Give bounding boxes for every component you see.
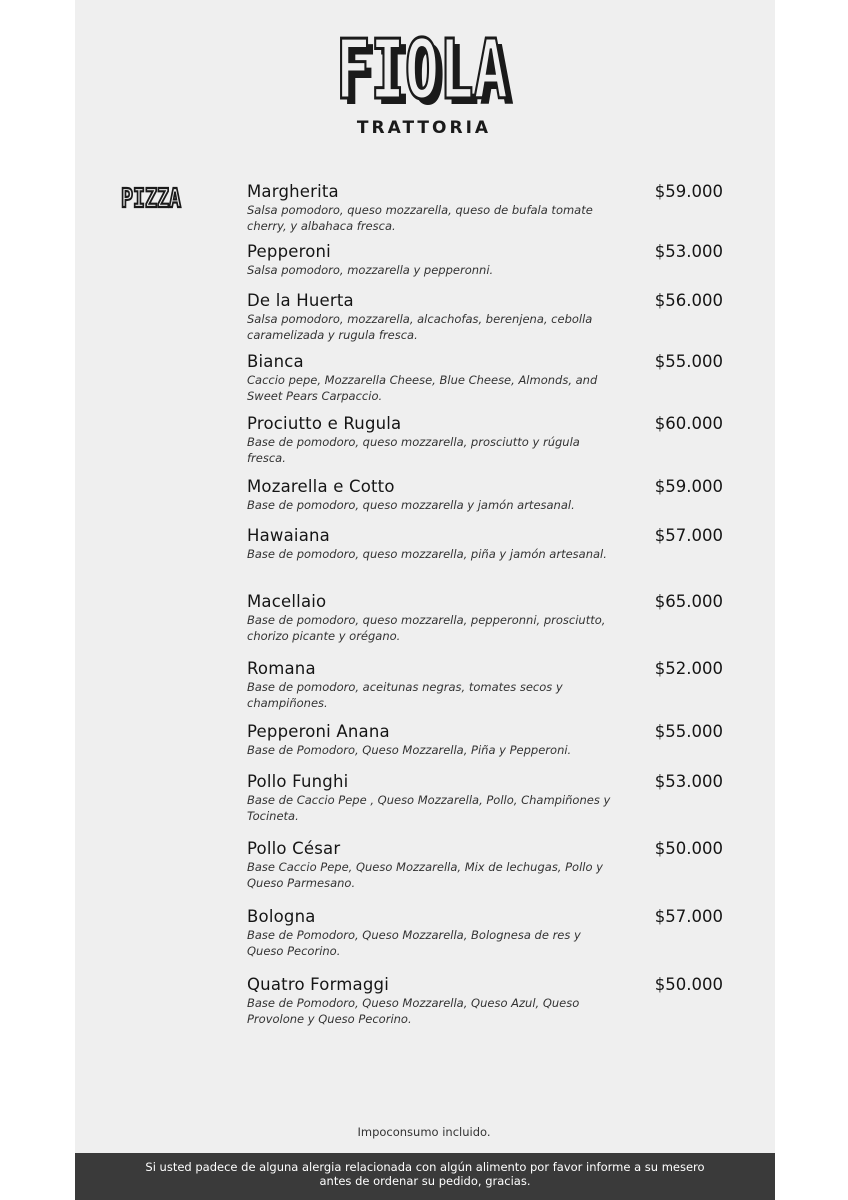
menu-item xyxy=(247,242,727,279)
brand-subtitle: TRATTORIA xyxy=(356,118,492,138)
item-description: Caccio pepe, Mozzarella Cheese, Blue Cheese, Almonds, and Sweet Pears Carpaccio. xyxy=(247,373,598,403)
menu-item xyxy=(247,526,727,563)
section-label-pizza xyxy=(118,182,184,217)
menu-item xyxy=(247,659,727,711)
item-description: Base de Pomodoro, Queso Mozzarella, Piña y Pepperoni. xyxy=(247,743,572,757)
item-price: $50.000 xyxy=(654,975,723,994)
menu-item xyxy=(247,182,727,234)
item-name: De la Huerta xyxy=(247,291,354,310)
item-description: Base Caccio Pepe, Queso Mozzarella, Mix de lechugas, Pollo y Queso Parmesano. xyxy=(247,860,603,890)
brand-name-shadow: FIOLA xyxy=(342,29,514,110)
item-description: Base de Caccio Pepe , Queso Mozzarella, Pollo, Champiñones y Tocineta. xyxy=(247,793,611,823)
item-price: $50.000 xyxy=(654,839,723,858)
item-name: Macellaio xyxy=(247,592,327,611)
allergy-notice-line-1: Si usted padece de alguna alergia relacionada con algún alimento por favor informe a su mesero xyxy=(145,1160,705,1174)
item-price: $53.000 xyxy=(654,772,723,791)
item-price: $55.000 xyxy=(654,352,723,371)
item-price: $55.000 xyxy=(654,722,723,741)
item-name: Pepperoni Anana xyxy=(247,722,390,741)
item-description: Salsa pomodoro, mozzarella y pepperonni. xyxy=(247,263,494,277)
menu-item xyxy=(247,839,727,891)
item-price: $60.000 xyxy=(654,414,723,433)
item-description: Base de Pomodoro, Queso Mozzarella, Bolognesa de res y Queso Pecorino. xyxy=(247,928,581,958)
allergy-notice xyxy=(75,1153,775,1200)
tax-note: Impoconsumo incluido. xyxy=(357,1125,491,1139)
item-description: Salsa pomodoro, queso mozzarella, queso de bufala tomate cherry, y albahaca fresca. xyxy=(247,203,593,233)
menu-item xyxy=(247,414,727,466)
item-description: Base de pomodoro, queso mozzarella, pepperonni, prosciutto, chorizo picante y orégano. xyxy=(247,613,606,643)
item-name: Pollo César xyxy=(247,839,341,858)
item-description: Base de Pomodoro, Queso Mozzarella, Queso Azul, Queso Provolone y Queso Pecorino. xyxy=(247,996,580,1026)
item-name: Hawaiana xyxy=(247,526,330,545)
menu-item xyxy=(247,907,727,959)
item-price: $56.000 xyxy=(654,291,723,310)
item-name: Bianca xyxy=(247,352,304,371)
item-name: Romana xyxy=(247,659,316,678)
item-description: Base de pomodoro, queso mozzarella y jamón artesanal. xyxy=(247,498,575,512)
brand-name: FIOLA xyxy=(336,24,508,110)
item-description: Base de pomodoro, aceitunas negras, tomates secos y champiñones. xyxy=(247,680,563,710)
item-description: Salsa pomodoro, mozzarella, alcachofas, berenjena, cebolla caramelizada y rugula fresca. xyxy=(247,312,593,342)
menu-item xyxy=(247,975,727,1027)
item-price: $57.000 xyxy=(654,526,723,545)
menu-item xyxy=(247,477,727,514)
allergy-notice-line-2: antes de ordenar su pedido, gracias. xyxy=(319,1174,531,1188)
menu-item xyxy=(247,352,727,404)
item-description: Base de pomodoro, queso mozzarella, prosciutto y rúgula fresca. xyxy=(247,435,580,465)
menu-item xyxy=(247,722,727,759)
menu-item xyxy=(247,772,727,824)
svg-text:PIZZA: PIZZA xyxy=(121,184,182,212)
item-name: Prociutto e Rugula xyxy=(247,414,402,433)
item-price: $65.000 xyxy=(654,592,723,611)
menu-item xyxy=(247,291,727,343)
item-price: $53.000 xyxy=(654,242,723,261)
item-description: Base de pomodoro, queso mozzarella, piña y jamón artesanal. xyxy=(247,547,607,561)
item-name: Pepperoni xyxy=(247,242,331,261)
item-price: $59.000 xyxy=(654,182,723,201)
brand-logo xyxy=(0,24,848,110)
item-name: Quatro Formaggi xyxy=(247,975,389,994)
item-price: $52.000 xyxy=(654,659,723,678)
menu-item xyxy=(247,592,727,644)
item-name: Mozarella e Cotto xyxy=(247,477,395,496)
item-price: $59.000 xyxy=(654,477,723,496)
item-name: Bologna xyxy=(247,907,316,926)
item-name: Margherita xyxy=(247,182,339,201)
item-price: $57.000 xyxy=(654,907,723,926)
item-name: Pollo Funghi xyxy=(247,772,349,791)
